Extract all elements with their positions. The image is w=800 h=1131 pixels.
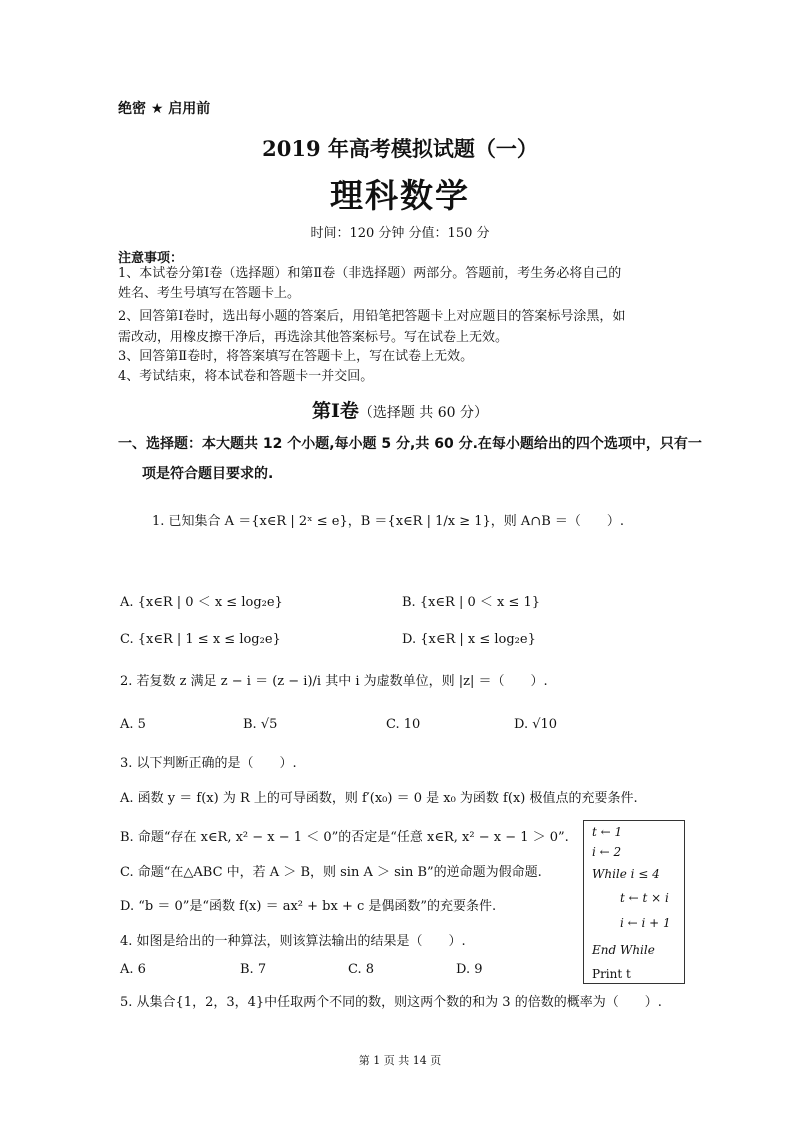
q2-option-a: A. 5: [120, 717, 146, 732]
q1-stem: 1. 已知集合 A ＝{x∈R | 2ˣ ≤ e}，B ＝{x∈R | 1/x ≥ 1}，则 A∩B ＝（ ）.: [152, 514, 625, 529]
algo-line-6: End While: [592, 943, 655, 957]
page-footer: 第 1 页 共 14 页: [358, 1054, 442, 1067]
algorithm-box: [583, 820, 685, 984]
exam-subject: 理科数学: [330, 176, 470, 215]
q1-option-b: B. {x∈R | 0 ＜ x ≤ 1}: [402, 595, 541, 610]
q3-option-c: C. 命题“在△ABC 中，若 A ＞ B，则 sin A ＞ sin B”的逆命题为假命题.: [120, 865, 542, 880]
note-line-4: 需改动，用橡皮擦干净后，再选涂其他答案标号。写在试卷上无效。: [118, 330, 509, 345]
note-line-3: 2、回答第Ⅰ卷时，选出每小题的答案后，用铅笔把答题卡上对应题目的答案标号涂黑，如: [118, 309, 626, 324]
algo-line-5: i ← i + 1: [620, 916, 671, 930]
q5-stem: 5. 从集合{1，2，3，4}中任取两个不同的数，则这两个数的和为 3 的倍数的概率为（ ）.: [120, 995, 662, 1010]
part-one-title: 第Ⅰ卷: [311, 400, 359, 422]
q4-stem: 4. 如图是给出的一种算法，则该算法输出的结果是（ ）.: [120, 934, 466, 949]
q4-option-a: A. 6: [120, 962, 146, 977]
time-score: 时间：120 分钟 分值：150 分: [310, 226, 490, 241]
part-one-heading: [0, 396, 800, 423]
q4-option-d: D. 9: [456, 962, 483, 977]
part-one-subtitle: （选择题 共 60 分）: [358, 405, 489, 421]
note-line-1: 1、本试卷分第Ⅰ卷（选择题）和第Ⅱ卷（非选择题）两部分。答题前，考生务必将自己的: [118, 266, 622, 281]
algo-line-4: t ← t × i: [620, 891, 669, 905]
exam-title: 2019 年高考模拟试题（一）: [262, 136, 538, 161]
q4-option-b: B. 7: [240, 962, 267, 977]
q2-option-b: B. √5: [243, 717, 278, 732]
algo-line-3: While i ≤ 4: [592, 867, 660, 881]
note-line-6: 4、考试结束，将本试卷和答题卡一并交回。: [118, 369, 374, 384]
q3-option-a: A. 函数 y ＝ f(x) 为 R 上的可导函数，则 f′(x₀) ＝ 0 是 x₀ 为函数 f(x) 极值点的充要条件.: [120, 791, 638, 806]
q1-option-c: C. {x∈R | 1 ≤ x ≤ log₂e}: [120, 632, 281, 647]
q2-option-d: D. √10: [514, 717, 558, 732]
algo-line-1: t ← 1: [592, 825, 623, 839]
q3-stem: 3. 以下判断正确的是（ ）.: [120, 756, 297, 771]
algo-line-7: Print t: [592, 967, 631, 981]
q2-option-c: C. 10: [386, 717, 421, 732]
q3-option-d: D. “b ＝ 0”是“函数 f(x) ＝ ax² + bx + c 是偶函数”的充要条件.: [120, 899, 497, 914]
q1-option-a: A. {x∈R | 0 ＜ x ≤ log₂e}: [120, 595, 283, 610]
section-instruction-1: 一、选择题：本大题共 12 个小题,每小题 5 分,共 60 分.在每小题给出的四个选项中，只有一: [118, 436, 702, 452]
notes-heading: 注意事项：: [118, 251, 184, 266]
q1-option-d: D. {x∈R | x ≤ log₂e}: [402, 632, 536, 647]
q3-option-b: B. 命题“存在 x∈R, x² − x − 1 ＜ 0”的否定是“任意 x∈R, x² − x − 1 ＞ 0”.: [120, 830, 569, 845]
section-instruction-2: 项是符合题目要求的.: [142, 466, 274, 482]
secret-label: 绝密 ★ 启用前: [118, 101, 211, 117]
note-line-2: 姓名、考生号填写在答题卡上。: [118, 286, 301, 301]
q4-option-c: C. 8: [348, 962, 375, 977]
note-line-5: 3、回答第Ⅱ卷时，将答案填写在答题卡上，写在试卷上无效。: [118, 349, 474, 364]
algo-line-2: i ← 2: [592, 845, 622, 859]
q2-stem: 2. 若复数 z 满足 z − i ＝ (z − i)/i 其中 i 为虚数单位，则 |z| ＝（ ）.: [120, 674, 548, 689]
